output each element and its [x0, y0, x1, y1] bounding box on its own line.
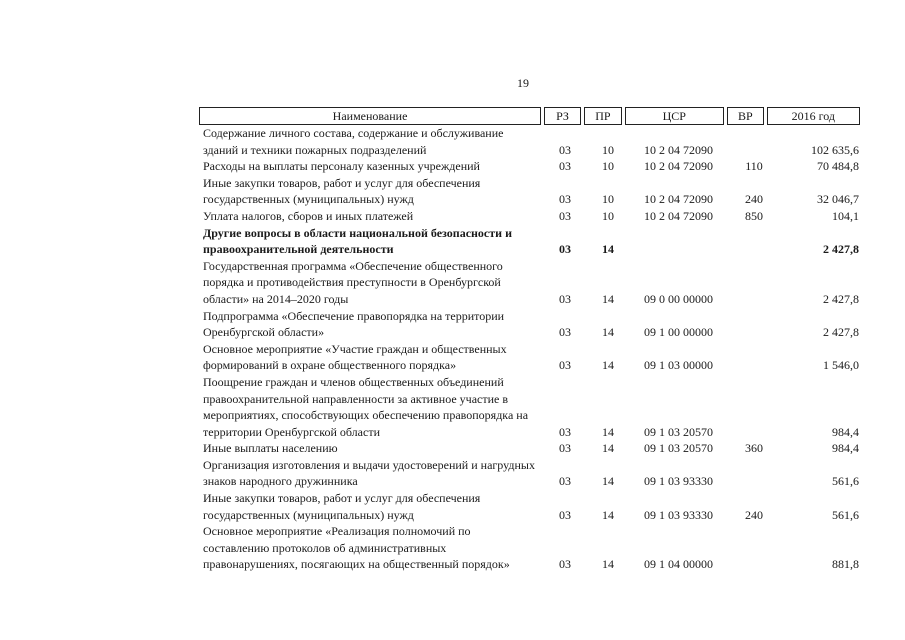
row-rz: 03: [559, 424, 571, 439]
row-sum: 984,4: [832, 424, 859, 439]
header-rz: РЗ: [544, 107, 581, 125]
row-pr: 10: [602, 159, 614, 174]
row-rz: 03: [559, 159, 571, 174]
row-pr: 10: [602, 192, 614, 207]
table-row: [199, 457, 859, 490]
row-pr: 10: [602, 142, 614, 157]
row-sum: 2 427,8: [823, 242, 859, 257]
row-rz: 03: [559, 242, 571, 257]
row-pr: 10: [602, 208, 614, 223]
row-rz: 03: [559, 208, 571, 223]
row-sum: 102 635,6: [811, 142, 859, 157]
table-row: [199, 225, 859, 258]
row-csr: 09 1 04 00000: [644, 557, 713, 572]
row-pr: 14: [602, 424, 614, 439]
table-row: [199, 175, 859, 208]
table-row: [199, 208, 859, 225]
row-pr: 14: [602, 325, 614, 340]
table-row: [199, 125, 859, 158]
row-csr: 09 0 00 00000: [644, 291, 713, 306]
row-vr: 850: [745, 208, 763, 223]
row-sum: 984,4: [832, 441, 859, 456]
row-csr: 09 1 00 00000: [644, 325, 713, 340]
row-rz: 03: [559, 325, 571, 340]
table-row: [199, 158, 859, 175]
row-name: Государственная программа «Обеспечение общественного порядка и противодействия преступности в Оренбургской области» на 2014–2020 годы: [203, 258, 503, 306]
row-name: Расходы на выплаты персоналу казенных учреждений: [203, 159, 480, 174]
row-vr: 110: [745, 159, 763, 174]
row-name: Основное мероприятие «Реализация полномочий по составлению протоколов об административных правонарушениях, посягающих на общественный порядок»: [203, 524, 510, 572]
row-rz: 03: [559, 142, 571, 157]
row-name: Подпрограмма «Обеспечение правопорядка на территории Оренбургской области»: [203, 308, 505, 340]
row-sum: 32 046,7: [817, 192, 859, 207]
row-rz: 03: [559, 441, 571, 456]
row-pr: 14: [602, 242, 614, 257]
table-row: [199, 308, 859, 341]
row-sum: 2 427,8: [823, 291, 859, 306]
row-csr: 09 1 03 93330: [644, 507, 713, 522]
row-name: Другие вопросы в области национальной безопасности и правоохранительной деятельности: [203, 225, 512, 257]
row-pr: 14: [602, 291, 614, 306]
row-sum: 1 546,0: [823, 358, 859, 373]
row-pr: 14: [602, 358, 614, 373]
header-year: 2016 год: [767, 107, 860, 125]
row-csr: 09 1 03 20570: [644, 441, 713, 456]
row-name: Содержание личного состава, содержание и обслуживание зданий и техники пожарных подразделений: [203, 126, 504, 157]
row-name: Основное мероприятие «Участие граждан и общественных формирований в охране общественного порядка»: [203, 341, 507, 373]
budget-table: [199, 107, 859, 573]
header-name: Наименование: [199, 107, 541, 125]
row-name: Иные закупки товаров, работ и услуг для обеспечения государственных (муниципальных) нужд: [203, 491, 481, 522]
row-csr: 10 2 04 72090: [644, 192, 713, 207]
table-header: [199, 107, 859, 125]
row-sum: 104,1: [832, 208, 859, 223]
row-sum: 881,8: [832, 557, 859, 572]
row-vr: 360: [745, 441, 763, 456]
row-csr: 09 1 03 00000: [644, 358, 713, 373]
table-row: [199, 258, 859, 308]
row-pr: 14: [602, 557, 614, 572]
table-row: [199, 523, 859, 573]
row-csr: 10 2 04 72090: [644, 142, 713, 157]
row-name: Организация изготовления и выдачи удостоверений и нагрудных знаков народного дружинника: [203, 457, 535, 489]
row-sum: 561,6: [832, 507, 859, 522]
row-sum: 2 427,8: [823, 325, 859, 340]
table-body: [199, 125, 859, 573]
row-name: Иные закупки товаров, работ и услуг для обеспечения государственных (муниципальных) нужд: [203, 175, 481, 207]
row-name: Уплата налогов, сборов и иных платежей: [203, 208, 414, 223]
row-rz: 03: [559, 192, 571, 207]
row-csr: 10 2 04 72090: [644, 159, 713, 174]
row-pr: 14: [602, 441, 614, 456]
row-rz: 03: [559, 291, 571, 306]
row-rz: 03: [559, 507, 571, 522]
row-csr: 09 1 03 93330: [644, 474, 713, 489]
row-rz: 03: [559, 557, 571, 572]
row-name: Иные выплаты населению: [203, 441, 338, 456]
row-rz: 03: [559, 474, 571, 489]
row-csr: 09 1 03 20570: [644, 424, 713, 439]
row-pr: 14: [602, 474, 614, 489]
row-vr: 240: [745, 192, 763, 207]
row-sum: 561,6: [832, 474, 859, 489]
table-row: [199, 490, 859, 523]
row-rz: 03: [559, 358, 571, 373]
header-vr: ВР: [727, 107, 764, 125]
header-csr: ЦСР: [625, 107, 724, 125]
page-number: 19: [517, 76, 529, 90]
row-name: Поощрение граждан и членов общественных объединений правоохранительной направленности за активное участие в мероприятиях, способствующих обеспечению правопорядка на территории Оренбургской области: [203, 374, 529, 439]
table-row: [199, 341, 859, 374]
row-csr: 10 2 04 72090: [644, 208, 713, 223]
row-sum: 70 484,8: [817, 159, 859, 174]
row-pr: 14: [602, 507, 614, 522]
row-vr: 240: [745, 507, 763, 522]
table-row: [199, 440, 859, 457]
header-pr: ПР: [584, 107, 622, 125]
table-row: [199, 374, 859, 440]
